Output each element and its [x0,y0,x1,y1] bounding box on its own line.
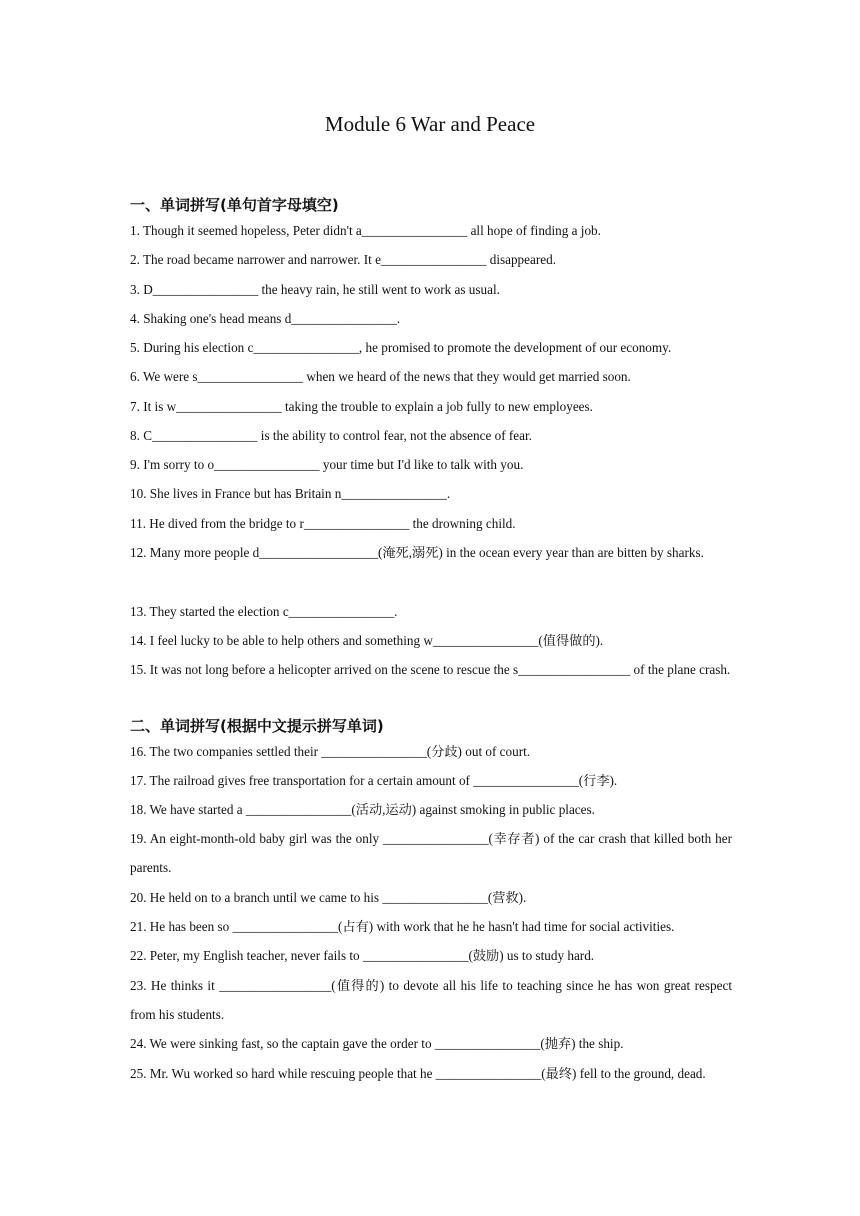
exercise-item-5: 5. During his election c________________, he promised to promote the development of our economy. [130,340,672,355]
exercise-item-21: 21. He has been so ________________(占有) with work that he he hasn't had time for social activities. [130,919,675,934]
exercise-item-7: 7. It is w________________ taking the trouble to explain a job fully to new employees. [130,399,593,414]
exercise-item-18: 18. We have started a ________________(活动,运动) against smoking in public places. [130,802,595,817]
section-heading-1: 一、单词拼写(单句首字母填空) [130,196,339,214]
exercise-item-17: 17. The railroad gives free transportation for a certain amount of ________________(行李). [130,773,618,788]
exercise-item-9: 9. I'm sorry to o________________ your time but I'd like to talk with you. [130,457,524,472]
exercise-item-10: 10. She lives in France but has Britain n________________. [130,486,451,501]
exercise-item-25: 25. Mr. Wu worked so hard while rescuing people that he ________________(最终) fell to the ground, dead. [130,1066,706,1081]
exercise-item-3: 3. D________________ the heavy rain, he still went to work as usual. [130,282,500,297]
exercise-item-8: 8. C________________ is the ability to control fear, not the absence of fear. [130,428,532,443]
exercise-item-12: 12. Many more people d__________________(淹死,溺死) in the ocean every year than are bitten by sharks. [130,545,704,560]
page-title: Module 6 War and Peace [324,112,536,136]
exercise-item-6: 6. We were s________________ when we heard of the news that they would get married soon. [130,369,631,384]
exercise-item-22: 22. Peter, my English teacher, never fails to ________________(鼓励) us to study hard. [130,948,595,963]
section-heading-2: 二、单词拼写(根据中文提示拼写单词) [130,717,384,735]
exercise-item-16: 16. The two companies settled their ________________(分歧) out of court. [130,744,531,759]
exercise-item-1: 1. Though it seemed hopeless, Peter didn't a________________ all hope of finding a job. [130,223,601,238]
exercise-item-2: 2. The road became narrower and narrower. It e________________ disappeared. [130,252,556,267]
exercise-item-11: 11. He dived from the bridge to r________________ the drowning child. [130,516,516,531]
exercise-item-23: 23. He thinks it _________________(值得的) to devote all his life to teaching since he has won great respect from his students. [130,978,732,1022]
exercise-item-4: 4. Shaking one's head means d________________. [130,311,401,326]
exercise-item-19: 19. An eight-month-old baby girl was the only ________________(幸存者) of the car crash that killed both her parents. [130,831,732,875]
exercise-item-20: 20. He held on to a branch until we came to his ________________(营救). [130,890,527,905]
exercise-item-15: 15. It was not long before a helicopter arrived on the scene to rescue the s_________________ of the plane crash. [130,662,731,677]
exercise-item-14: 14. I feel lucky to be able to help others and something w________________(值得做的). [130,633,604,648]
exercise-item-24: 24. We were sinking fast, so the captain gave the order to ________________(抛弃) the ship. [130,1036,624,1051]
exercise-item-13: 13. They started the election c________________. [130,604,398,619]
